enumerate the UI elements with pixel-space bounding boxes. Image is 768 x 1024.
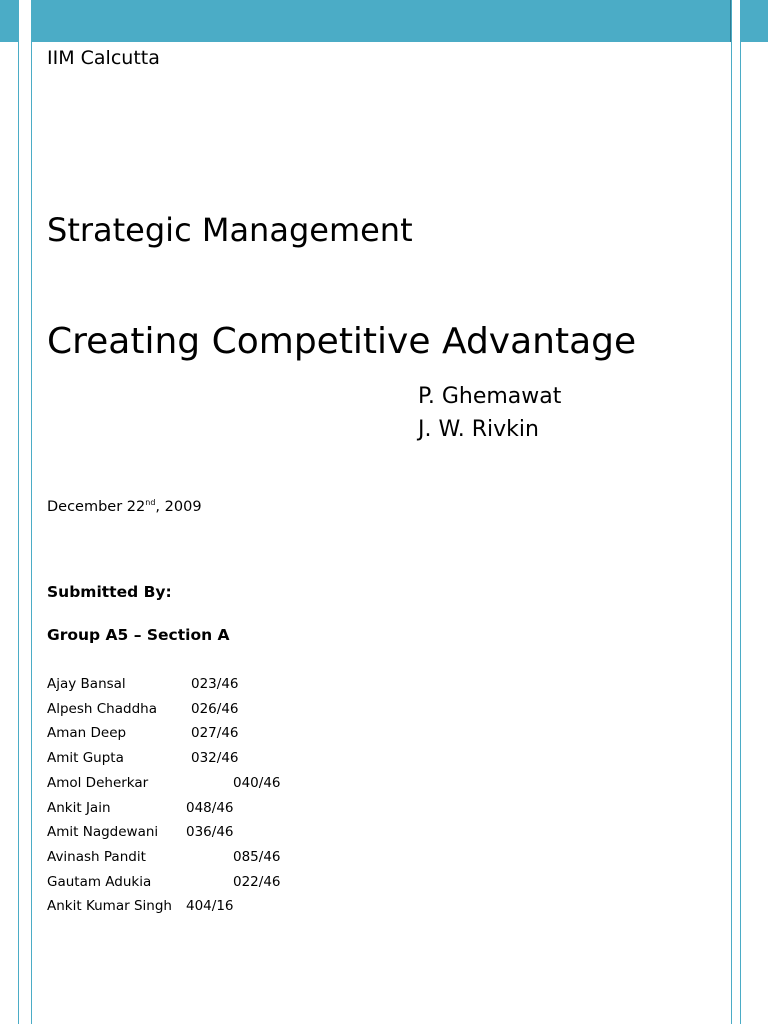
document-title: Creating Competitive Advantage: [47, 321, 637, 362]
member-roll-number: 026/46: [191, 700, 239, 717]
institution-name: IIM Calcutta: [47, 47, 160, 69]
member-row: [47, 701, 307, 721]
member-roll-number: 048/46: [186, 799, 234, 816]
member-name: Amit Gupta: [47, 750, 124, 767]
member-name: Ankit Kumar Singh: [47, 898, 172, 915]
member-name: Gautam Adukia: [47, 873, 152, 890]
author-2: J. W. Rivkin: [418, 417, 539, 442]
member-row: [47, 750, 307, 770]
group-heading: Group A5 – Section A: [47, 626, 230, 644]
member-row: [47, 775, 307, 795]
member-name: Avinash Pandit: [47, 848, 146, 865]
member-row: [47, 898, 307, 918]
date-rest: , 2009: [155, 499, 202, 515]
member-roll-number: 027/46: [191, 725, 239, 742]
date-suffix: nd: [145, 498, 156, 507]
member-roll-number: 036/46: [186, 824, 234, 841]
course-title: Strategic Management: [47, 211, 413, 249]
submitted-by-heading: Submitted By:: [47, 583, 172, 601]
date-prefix: December 22: [47, 499, 146, 515]
member-roll-number: 023/46: [191, 676, 239, 692]
member-name: Ajay Bansal: [47, 676, 126, 692]
frame-line: [740, 0, 741, 1024]
frame-line: [731, 0, 732, 1024]
submission-date: [47, 498, 202, 515]
frame-line: [31, 0, 32, 1024]
member-row: [47, 725, 307, 745]
member-row: [47, 800, 307, 820]
member-name: Amit Nagdewani: [47, 824, 159, 841]
member-row: [47, 849, 307, 869]
frame-line: [18, 0, 19, 1024]
member-roll-number: 032/46: [191, 750, 239, 767]
member-row: [47, 874, 307, 894]
header-bar-right: [740, 0, 768, 42]
member-row: [47, 676, 307, 696]
member-roll-number: 404/16: [186, 898, 234, 915]
member-name: Aman Deep: [47, 725, 127, 742]
header-bar: [31, 0, 731, 42]
member-roll-number: 085/46: [233, 848, 281, 865]
header-bar-left: [0, 0, 18, 42]
author-1: P. Ghemawat: [418, 384, 562, 409]
member-name: Ankit Jain: [47, 799, 111, 816]
member-roll-number: 040/46: [233, 774, 281, 791]
member-name: Alpesh Chaddha: [47, 700, 157, 717]
member-row: [47, 824, 307, 844]
member-roll-number: 022/46: [233, 873, 281, 890]
member-name: Amol Deherkar: [47, 774, 149, 791]
